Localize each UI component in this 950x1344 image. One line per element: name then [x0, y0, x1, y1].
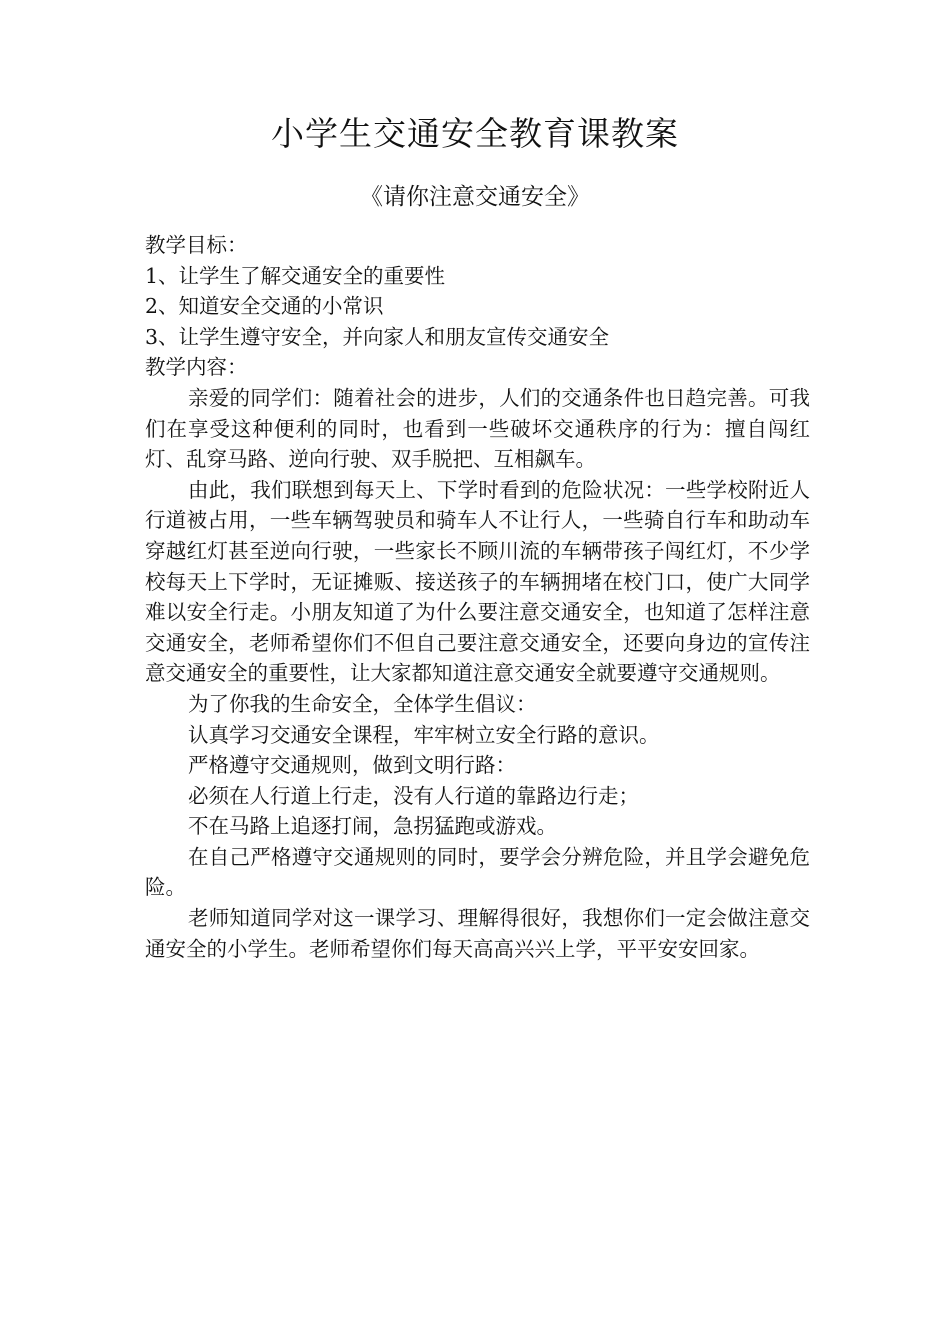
paragraph: 认真学习交通安全课程，牢牢树立安全行路的意识。 — [188, 722, 660, 747]
paragraph: 由此，我们联想到每天上、下学时看到的危险状况：一些学校附近人行道被占用，一些车辆驾驶员和骑车人不让行人，一些骑自行车和助动车穿越红灯甚至逆向行驶，一些家长不顾川流的车辆带孩子闯红灯，不少学校每天上下学时，无证摊贩、接送孩子的车辆拥堵在校门口，使广大同学难以安全行走。小朋友知道了为什么要注意交通安全，也知道了怎样注意交通安全，老师希望你们不但自己要注意交通安全，还要向身边的宣传注意交通安全的重要性，让大家都知道注意交通安全就要遵守交通规则。 — [145, 477, 810, 686]
document-body — [145, 230, 810, 964]
goal-item: 3、让学生遵守安全，并向家人和朋友宣传交通安全 — [145, 324, 610, 349]
paragraph: 为了你我的生命安全，全体学生倡议： — [188, 691, 537, 716]
content-heading: 教学内容： — [145, 355, 248, 380]
paragraph: 老师知道同学对这一课学习、理解得很好，我想你们一定会做注意交通安全的小学生。老师希望你们每天高高兴兴上学，平平安安回家。 — [145, 906, 810, 961]
goal-item: 1、让学生了解交通安全的重要性 — [145, 263, 446, 288]
paragraph: 亲爱的同学们：随着社会的进步，人们的交通条件也日趋完善。可我们在享受这种便利的同时，也看到一些破坏交通秩序的行为：擅自闯红灯、乱穿马路、逆向行驶、双手脱把、互相飙车。 — [145, 385, 810, 472]
document-title: 小学生交通安全教育课教案 — [271, 114, 679, 153]
paragraph: 必须在人行道上行走，没有人行道的靠路边行走； — [188, 783, 640, 808]
paragraph: 严格遵守交通规则，做到文明行路： — [188, 753, 517, 778]
paragraph: 不在马路上追逐打闹，急拐猛跑或游戏。 — [188, 814, 558, 839]
paragraph: 在自己严格遵守交通规则的同时，要学会分辨危险，并且学会避免危险。 — [145, 844, 810, 900]
document-subtitle: 《请你注意交通安全》 — [360, 184, 590, 210]
goals-heading: 教学目标： — [145, 233, 248, 257]
goal-item: 2、知道安全交通的小常识 — [145, 294, 384, 319]
